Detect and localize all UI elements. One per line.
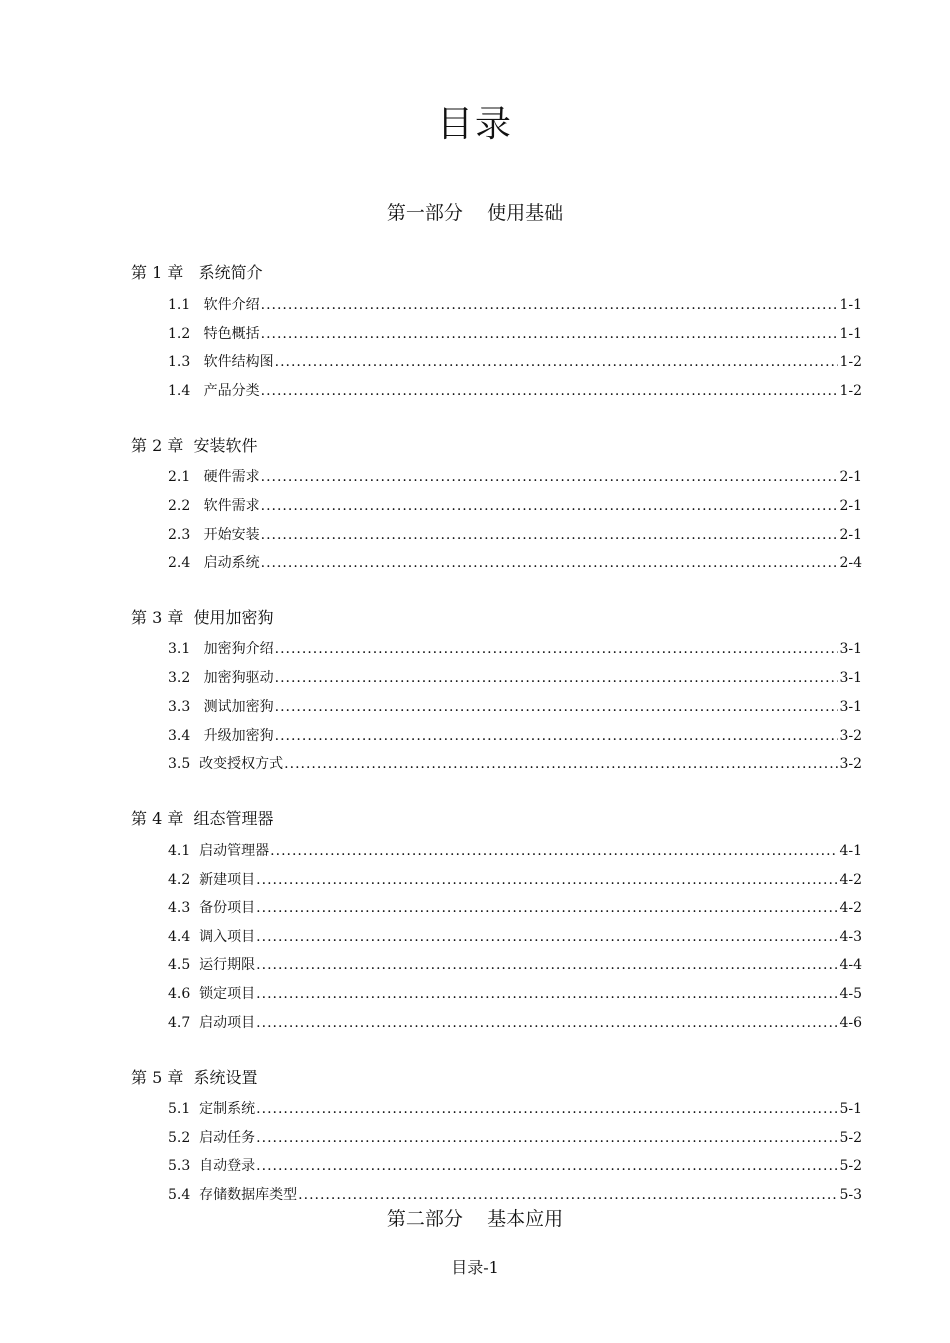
dot-leader [261,294,839,316]
section-title: 加密狗驱动 [203,670,274,686]
page-number: 4-2 [839,872,862,888]
toc-entry[interactable] [168,667,862,689]
section-title: 启动任务 [199,1130,256,1146]
section-title: 改变授权方式 [199,756,284,772]
dot-leader [275,351,839,373]
page-number: 3-2 [839,756,862,772]
dot-leader [261,495,839,517]
part-heading-2: 第二部分 基本应用 [386,1208,564,1230]
section-number: 3.2 [168,670,191,686]
section-number: 1.1 [168,297,191,313]
section-title: 调入项目 [199,929,256,945]
dot-leader [256,1155,838,1177]
page-number: 4-5 [839,986,862,1002]
toc-entry[interactable] [168,495,862,517]
section-number: 4.6 [168,986,191,1002]
section-title: 特色概括 [203,326,260,342]
section-number: 3.4 [168,728,191,744]
section-title: 加密狗介绍 [203,641,274,657]
section-title: 硬件需求 [203,469,260,485]
toc-entry[interactable] [168,323,862,345]
page-number: 3-1 [839,641,862,657]
dot-leader [256,1012,838,1034]
section-title: 定制系统 [199,1101,256,1117]
toc-title: 目录 [436,104,513,145]
section-number: 4.5 [168,957,191,973]
toc-entry[interactable] [168,638,862,660]
page-number: 3-2 [839,728,862,744]
section-title: 测试加密狗 [203,699,274,715]
page-number: 5-3 [839,1187,862,1203]
page-footer: 目录-1 [451,1258,499,1277]
toc-entry[interactable] [168,869,862,891]
chapter-heading-3: 第 3 章 使用加密狗 [131,608,274,627]
page-number: 4-4 [839,957,862,973]
dot-leader [270,840,838,862]
section-title: 启动系统 [203,555,260,571]
page-number: 2-4 [839,555,862,571]
section-title: 启动管理器 [199,843,270,859]
toc-entry[interactable] [168,954,862,976]
toc-entry[interactable] [168,753,862,775]
chapter-heading-4: 第 4 章 组态管理器 [131,809,274,828]
toc-entry[interactable] [168,1012,862,1034]
dot-leader [275,638,839,660]
page-number: 4-3 [839,929,862,945]
section-number: 2.2 [168,498,191,514]
dot-leader [298,1184,838,1206]
page-number: 1-1 [839,297,862,313]
page-number: 5-2 [839,1130,862,1146]
dot-leader [275,696,839,718]
dot-leader [261,524,839,546]
section-title: 软件结构图 [203,354,274,370]
toc-entry[interactable] [168,696,862,718]
section-number: 5.3 [168,1158,191,1174]
chapter-heading-5: 第 5 章 系统设置 [131,1068,258,1087]
dot-leader [256,869,838,891]
section-number: 3.3 [168,699,191,715]
section-title: 启动项目 [199,1015,256,1031]
chapter-heading-1: 第 1 章 系统简介 [131,263,263,282]
chapter-heading-2: 第 2 章 安装软件 [131,436,258,455]
toc-entry[interactable] [168,897,862,919]
section-number: 4.2 [168,872,191,888]
section-number: 5.4 [168,1187,191,1203]
section-number: 3.5 [168,756,191,772]
toc-entry[interactable] [168,1184,862,1206]
dot-leader [256,954,838,976]
section-number: 1.3 [168,354,191,370]
toc-entry[interactable] [168,1098,862,1120]
section-title: 备份项目 [199,900,256,916]
dot-leader [256,926,838,948]
section-title: 开始安装 [203,527,260,543]
dot-leader [275,667,839,689]
section-number: 5.2 [168,1130,191,1146]
page-number: 2-1 [839,469,862,485]
section-number: 4.3 [168,900,191,916]
section-number: 4.7 [168,1015,191,1031]
dot-leader [256,1127,838,1149]
section-number: 4.4 [168,929,191,945]
section-title: 运行期限 [199,957,256,973]
section-number: 3.1 [168,641,191,657]
toc-entry[interactable] [168,926,862,948]
page-number: 5-2 [839,1158,862,1174]
part-heading-1: 第一部分 使用基础 [386,202,564,224]
dot-leader [284,753,838,775]
page-number: 5-1 [839,1101,862,1117]
toc-entry[interactable] [168,524,862,546]
page-number: 4-2 [839,900,862,916]
section-title: 软件需求 [203,498,260,514]
page-number: 4-1 [839,843,862,859]
section-title: 新建项目 [199,872,256,888]
dot-leader [275,725,839,747]
dot-leader [261,380,839,402]
toc-entry[interactable] [168,380,862,402]
section-title: 软件介绍 [203,297,260,313]
page-number: 2-1 [839,498,862,514]
page-number: 3-1 [839,670,862,686]
section-number: 2.3 [168,527,191,543]
section-title: 存储数据库类型 [199,1187,298,1203]
section-title: 锁定项目 [199,986,256,1002]
page-number: 1-1 [839,326,862,342]
section-number: 4.1 [168,843,191,859]
section-title: 升级加密狗 [203,728,274,744]
toc-entry[interactable] [168,466,862,488]
toc-entry[interactable] [168,840,862,862]
dot-leader [261,466,839,488]
page-number: 4-6 [839,1015,862,1031]
section-title: 自动登录 [199,1158,256,1174]
toc-entry[interactable] [168,983,862,1005]
dot-leader [256,1098,838,1120]
toc-entry[interactable] [168,725,862,747]
toc-entry[interactable] [168,552,862,574]
section-number: 1.2 [168,326,191,342]
toc-entry[interactable] [168,294,862,316]
page-number: 3-1 [839,699,862,715]
dot-leader [261,552,839,574]
section-number: 5.1 [168,1101,191,1117]
dot-leader [256,897,838,919]
section-number: 2.1 [168,469,191,485]
dot-leader [256,983,838,1005]
section-title: 产品分类 [203,383,260,399]
toc-entry[interactable] [168,1127,862,1149]
page-number: 1-2 [839,383,862,399]
section-number: 2.4 [168,555,191,571]
toc-entry[interactable] [168,1155,862,1177]
dot-leader [261,323,839,345]
page-number: 1-2 [839,354,862,370]
page-number: 2-1 [839,527,862,543]
toc-entry[interactable] [168,351,862,373]
section-number: 1.4 [168,383,191,399]
